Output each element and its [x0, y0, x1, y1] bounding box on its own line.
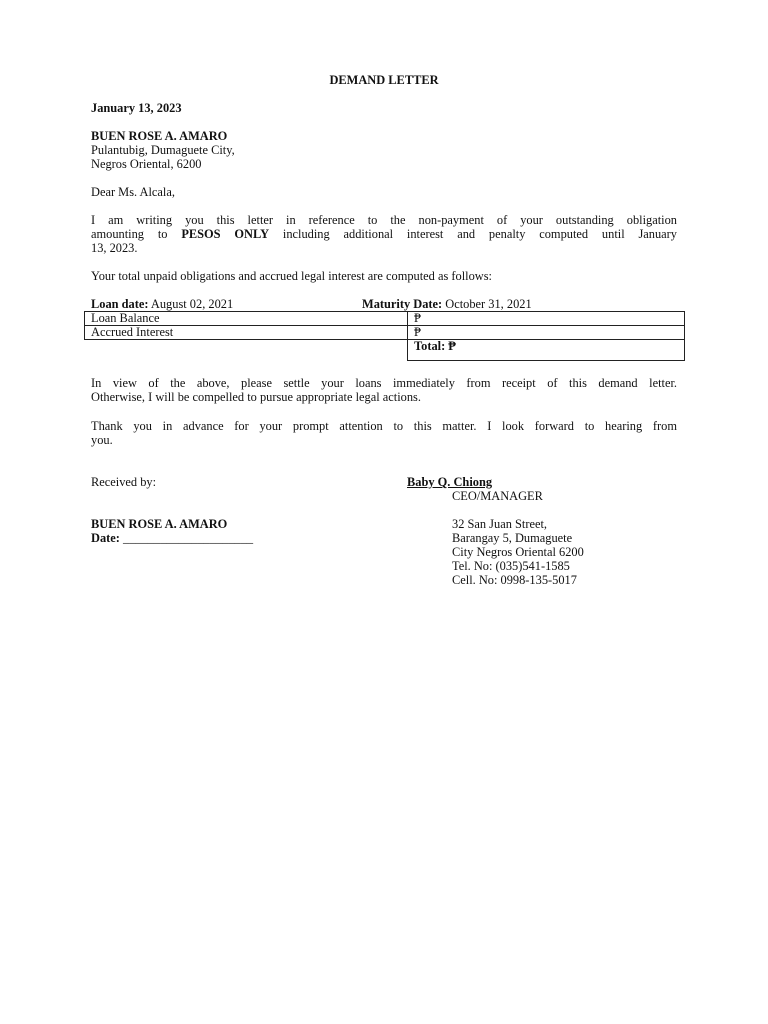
amount-prefix: amounting to — [91, 227, 182, 241]
loan-date-line — [91, 297, 233, 311]
paragraph-thanks — [91, 419, 677, 447]
signatory-cell: Cell. No: 0998-135-5017 — [452, 573, 577, 587]
paragraph-intro-line1: I am writing you this letter in reference to the non-payment of your outstanding obligation — [91, 213, 677, 227]
signatory-address-line1: 32 San Juan Street, — [452, 517, 547, 531]
table-cell-value: ₱ — [408, 312, 685, 326]
table-cell-value: ₱ — [408, 326, 685, 340]
paragraph-computation: Your total unpaid obligations and accrued legal interest are computed as follows: — [91, 269, 492, 283]
table-cell-empty — [85, 340, 408, 361]
paragraph-settle-line2: Otherwise, I will be compelled to pursue appropriate legal actions. — [91, 390, 421, 404]
date-signature-line — [91, 531, 253, 545]
salutation: Dear Ms. Alcala, — [91, 185, 175, 199]
letter-title: DEMAND LETTER — [329, 73, 439, 87]
table-row — [85, 312, 685, 326]
signatory-address-line2: Barangay 5, Dumaguete — [452, 531, 573, 545]
table-cell-label: Loan Balance — [85, 312, 408, 326]
table-cell-label: Accrued Interest — [85, 326, 408, 340]
paragraph-settle — [91, 376, 677, 404]
maturity-date-line — [362, 297, 532, 311]
receiver-name: BUEN ROSE A. AMARO — [91, 517, 228, 531]
signatory-address-line3: City Negros Oriental 6200 — [452, 545, 584, 559]
date-label: Date: — [91, 531, 120, 545]
table-cell-total: Total: ₱ — [408, 340, 685, 361]
table-row — [85, 326, 685, 340]
signatory-name: Baby Q. Chiong — [407, 475, 493, 489]
table-row-total — [85, 340, 685, 361]
maturity-date-value: October 31, 2021 — [445, 297, 532, 311]
received-by-label: Received by: — [91, 475, 157, 489]
amount-words: PESOS ONLY — [181, 227, 270, 241]
recipient-address-line1: Pulantubig, Dumaguete City, — [91, 143, 235, 157]
amount-suffix: including additional interest and penalty computed until January — [269, 227, 678, 241]
paragraph-intro-line2 — [91, 227, 677, 241]
paragraph-thanks-line2: you. — [91, 433, 113, 447]
signatory-tel: Tel. No: (035)541-1585 — [452, 559, 570, 573]
recipient-address-line2: Negros Oriental, 6200 — [91, 157, 202, 171]
letter-date: January 13, 2023 — [91, 101, 182, 115]
signatory-title: CEO/MANAGER — [452, 489, 543, 503]
recipient-name: BUEN ROSE A. AMARO — [91, 129, 228, 143]
paragraph-thanks-line1: Thank you in advance for your prompt attention to this matter. I look forward to hearing from — [91, 419, 677, 433]
signatory-address — [452, 517, 584, 587]
recipient-block — [91, 129, 235, 171]
paragraph-settle-line1: In view of the above, please settle your loans immediately from receipt of this demand letter. — [91, 376, 677, 390]
paragraph-intro-line3: 13, 2023. — [91, 241, 138, 255]
loan-date-value: August 02, 2021 — [150, 297, 234, 311]
obligation-table — [84, 311, 685, 361]
date-blank: _____________________ — [123, 531, 254, 545]
maturity-date-label: Maturity Date: — [362, 297, 443, 311]
loan-date-label: Loan date: — [91, 297, 149, 311]
paragraph-intro — [91, 213, 677, 255]
